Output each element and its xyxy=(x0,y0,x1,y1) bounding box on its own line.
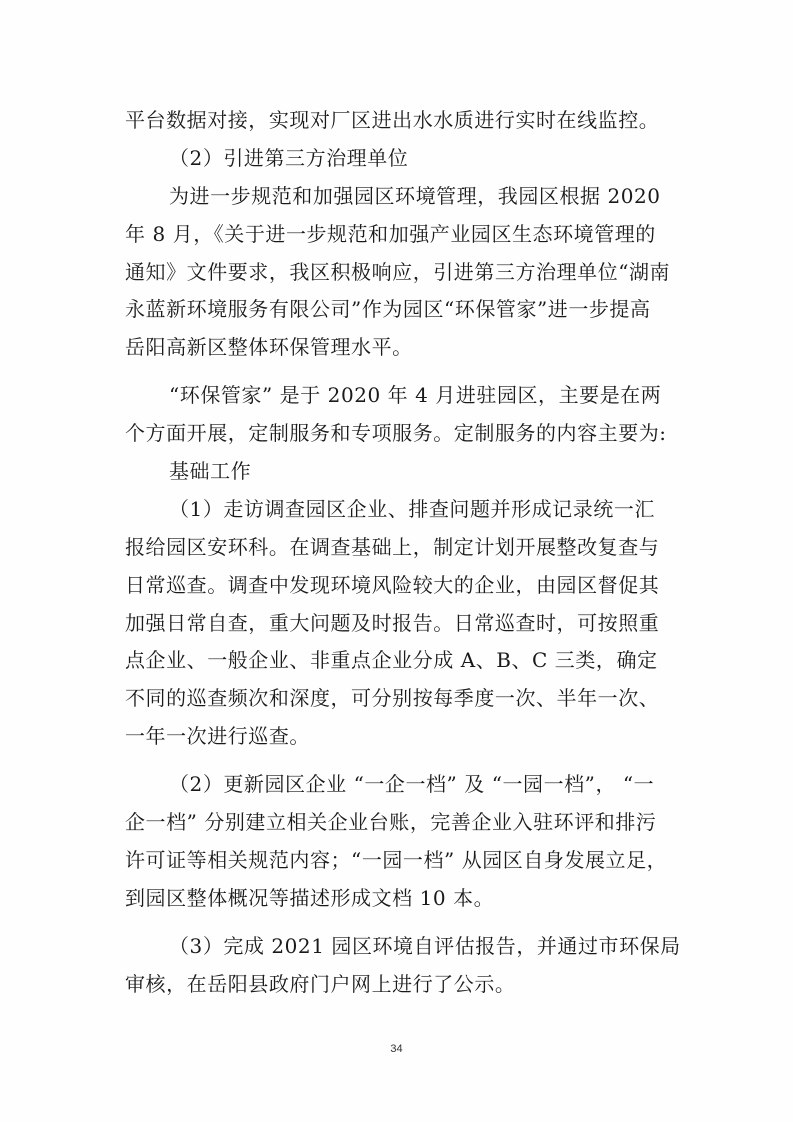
section-heading: （2）引进第三方治理单位 xyxy=(169,145,409,170)
text-line: 到园区整体概况等描述形成文档 10 本。 xyxy=(125,885,495,910)
text-line: 点企业、一般企业、非重点企业分成 A、B、C 三类，确定 xyxy=(125,648,658,673)
text-line: 一年一次进行巡查。 xyxy=(125,724,310,749)
text-line: 通知》文件要求，我区积极响应，引进第三方治理单位“湖南 xyxy=(125,259,671,284)
text-line: （2）更新园区企业 “一企一档” 及 “一园一档”， “一 xyxy=(169,772,655,797)
text-line: 岳阳高新区整体环保管理水平。 xyxy=(125,335,413,360)
text-line: （1）走访调查园区企业、排查问题并形成记录统一汇 xyxy=(169,496,655,521)
text-line: 永蓝新环境服务有限公司”作为园区“环保管家”进一步提高 xyxy=(125,297,651,322)
text-line: 为进一步规范和加强园区环境管理，我园区根据 2020 xyxy=(169,183,661,208)
text-line: 审核，在岳阳县政府门户网上进行了公示。 xyxy=(125,971,516,996)
text-line: 不同的巡查频次和深度，可分别按每季度一次、半年一次、 xyxy=(125,686,660,711)
text-line: 平台数据对接，实现对厂区进出水水质进行实时在线监控。 xyxy=(125,108,660,132)
text-line: 报给园区安环科。在调查基础上，制定计划开展整改复查与 xyxy=(125,534,660,559)
text-line: 许可证等相关规范内容；“一园一档” 从园区自身发展立足， xyxy=(125,847,668,872)
text-line: （3）完成 2021 园区环境自评估报告，并通过市环保局 xyxy=(169,933,681,958)
text-line: 年 8 月，《关于进一步规范和加强产业园区生态环境管理的 xyxy=(125,221,656,246)
text-line: 企一档” 分别建立相关企业台账，完善企业入驻环评和排污 xyxy=(125,810,657,835)
text-line: 加强日常自查，重大问题及时报告。日常巡查时，可按照重 xyxy=(125,610,660,635)
text-line: 个方面开展，定制服务和专项服务。定制服务的内容主要为: xyxy=(125,421,667,446)
text-line: “环保管家” 是于 2020 年 4 月进驻园区，主要是在两 xyxy=(169,383,662,408)
text-line: 日常巡查。调查中发现环境风险较大的企业，由园区督促其 xyxy=(125,572,660,597)
subheading: 基础工作 xyxy=(169,459,252,484)
page-number: 34 xyxy=(390,1043,403,1055)
body-text xyxy=(125,102,685,1003)
